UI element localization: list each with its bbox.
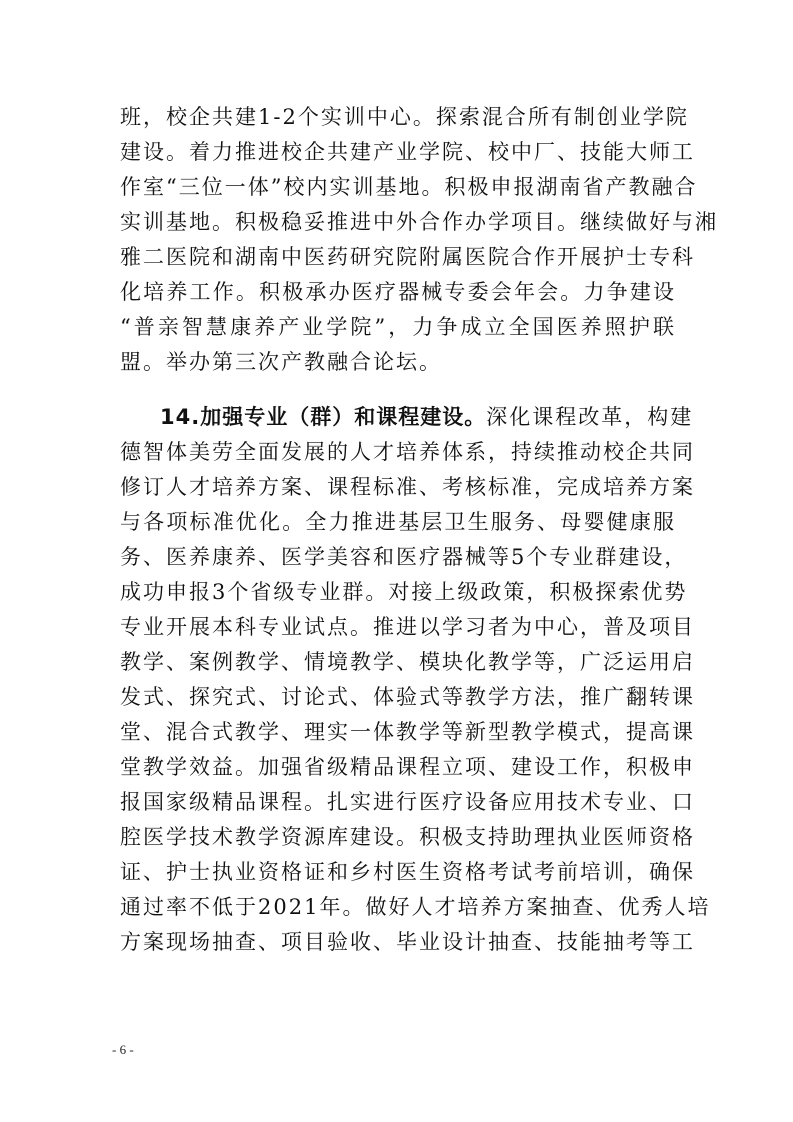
paragraph-2-first-line	[160, 400, 694, 434]
paragraph-2-line-8: 教学、案例教学、情境教学、模块化教学等，广泛运用启	[120, 650, 695, 674]
paragraph-2-line-5: 务、医养康养、医学美容和医疗器械等5个专业群建设，	[120, 545, 688, 569]
paragraph-2-line-7: 专业开展本科专业试点。推进以学习者为中心，普及项目	[120, 615, 695, 639]
paragraph-2-line-2: 德智体美劳全面发展的人才培养体系，持续推动校企共同	[120, 440, 695, 464]
paragraph-2-line-16: 方案现场抽查、项目验收、毕业设计抽查、技能抽考等工	[120, 930, 695, 954]
paragraph-1-line-6: 化培养工作。积极承办医疗器械专委会年会。力争建设	[120, 280, 676, 304]
paragraph-1-line-4: 实训基地。积极稳妥推进中外合作办学项目。继续做好与湘	[120, 210, 718, 234]
paragraph-2-line-9: 发式、探究式、讨论式、体验式等教学方法，推广翻转课	[120, 685, 695, 709]
paragraph-2-first-line-rest: 深化课程改革，构建	[486, 405, 694, 429]
paragraph-2-line-12: 报国家级精品课程。扎实进行医疗设备应用技术专业、口	[120, 790, 695, 814]
paragraph-2-line-10: 堂、混合式教学、理实一体教学等新型教学模式，提高课	[120, 720, 695, 744]
paragraph-2-line-3: 修订人才培养方案、课程标准、考核标准，完成培养方案	[120, 475, 695, 499]
paragraph-2-line-4: 与各项标准优化。全力推进基层卫生服务、母婴健康服	[120, 510, 676, 534]
paragraph-2-line-15: 通过率不低于2021年。做好人才培养方案抽查、优秀人培	[120, 895, 711, 919]
paragraph-1-line-8: 盟。举办第三次产教融合论坛。	[120, 350, 442, 374]
page-number: - 6 -	[112, 1042, 134, 1057]
paragraph-1-line-5: 雅二医院和湖南中医药研究院附属医院合作开展护士专科	[120, 245, 695, 269]
paragraph-2-line-6: 成功申报3个省级专业群。对接上级政策，积极探索优势	[120, 580, 688, 604]
paragraph-2-line-13: 腔医学技术教学资源库建设。积极支持助理执业医师资格	[120, 825, 695, 849]
paragraph-1-line-1: 班，校企共建1-2个实训中心。探索混合所有制创业学院	[120, 105, 689, 129]
paragraph-2-line-14: 证、护士执业资格证和乡村医生资格考试考前培训，确保	[120, 860, 695, 884]
paragraph-2-line-11: 堂教学效益。加强省级精品课程立项、建设工作，积极申	[120, 755, 695, 779]
paragraph-1-line-7: “普亲智慧康养产业学院”，力争成立全国医养照护联	[120, 315, 676, 339]
section-heading: 14.加强专业（群）和课程建设。	[160, 405, 487, 429]
paragraph-1-line-2: 建设。着力推进校企共建产业学院、校中厂、技能大师工	[120, 140, 695, 164]
paragraph-1-line-3: 作室“三位一体”校内实训基地。积极申报湖南省产教融合	[120, 175, 698, 199]
